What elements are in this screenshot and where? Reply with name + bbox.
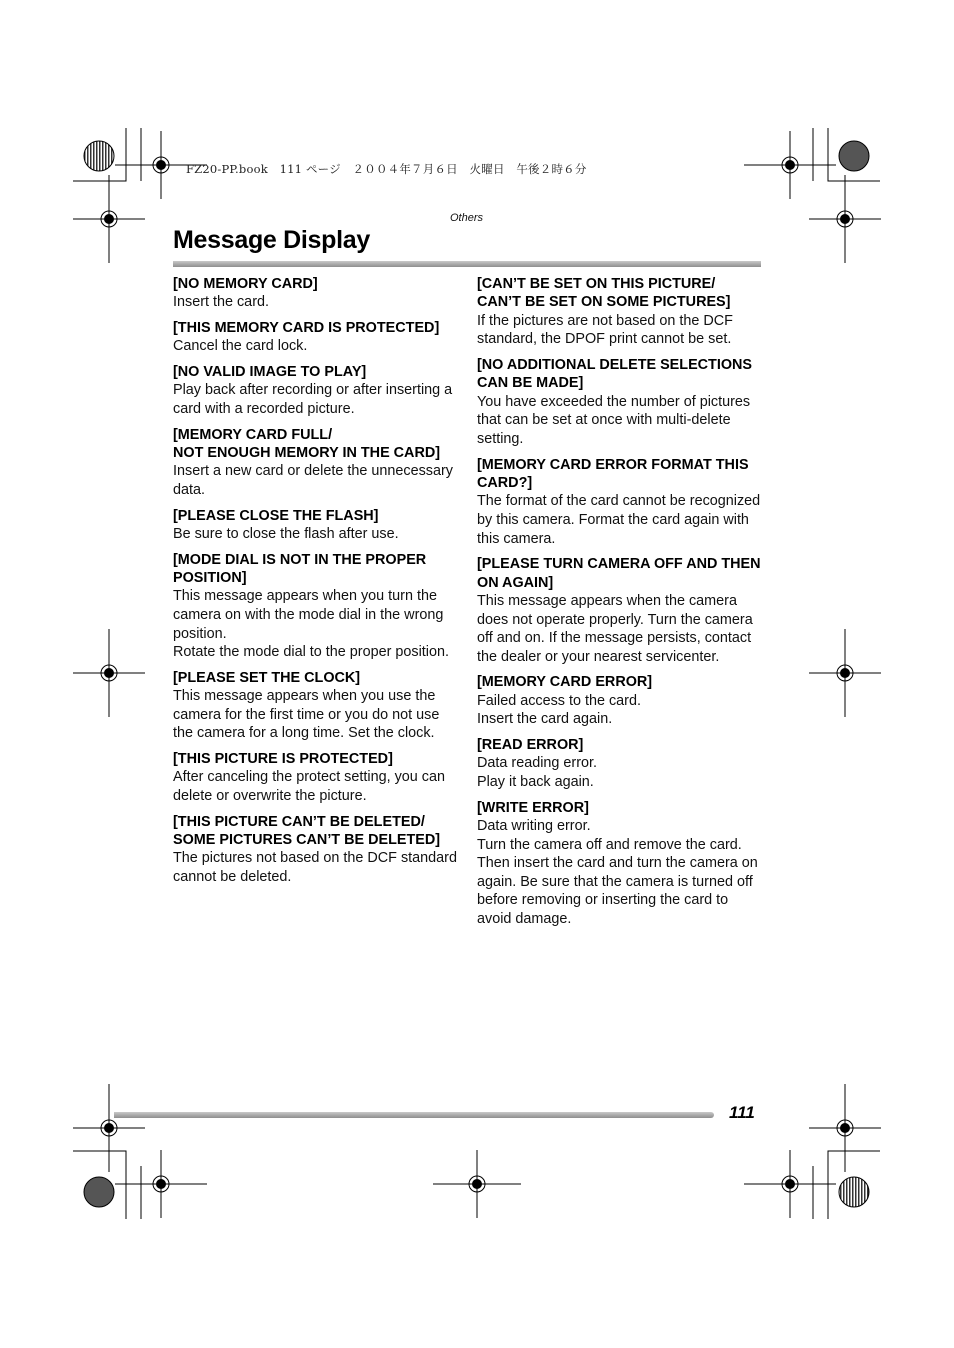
message-entry xyxy=(173,319,461,356)
message-description: Data writing error. xyxy=(477,817,591,834)
message-heading: [NO ADDITIONAL DELETE SELECTIONS CAN BE MADE] xyxy=(477,357,753,392)
message-entry xyxy=(173,507,461,544)
message-heading: [PLEASE TURN CAMERA OFF AND THEN ON AGAIN] xyxy=(477,556,761,591)
message-description: Be sure to close the flash after use. xyxy=(173,526,399,542)
message-description: Data reading error. xyxy=(477,755,597,772)
message-description-line-2: Turn the camera off and remove the card. Then insert the card and turn the camera on again. Be sure that the camera is turned off before removing or inserting the card to avoid damage. xyxy=(477,836,758,927)
message-heading: [PLEASE SET THE CLOCK] xyxy=(173,669,361,686)
section-label: Others xyxy=(450,212,484,224)
message-heading: [READ ERROR] xyxy=(477,736,584,753)
footer-rule xyxy=(114,1112,714,1118)
message-description-line-2: Play it back again. xyxy=(477,773,594,790)
message-entry xyxy=(173,426,461,500)
message-heading-line-2: SOME PICTURES CAN’T BE DELETED] xyxy=(173,831,441,848)
message-description: Failed access to the card. xyxy=(477,692,641,709)
message-heading-line-2: CAN’T BE SET ON SOME PICTURES] xyxy=(477,294,731,311)
left-column xyxy=(173,275,461,894)
message-entry xyxy=(477,799,765,929)
message-entry xyxy=(477,275,765,349)
message-heading: [NO VALID IMAGE TO PLAY] xyxy=(173,364,367,380)
message-entry xyxy=(477,356,765,449)
message-entry xyxy=(173,669,461,743)
message-entry xyxy=(173,750,461,806)
message-description: If the pictures are not based on the DCF standard, the DPOF print cannot be set. xyxy=(477,312,733,348)
message-description: You have exceeded the number of pictures that can be set at once with multi-delete setting. xyxy=(477,393,751,447)
message-description: Play back after recording or after inserting a card with a recorded picture. xyxy=(173,382,453,417)
message-heading: [THIS PICTURE IS PROTECTED] xyxy=(173,750,393,767)
message-heading: [MEMORY CARD ERROR] xyxy=(477,674,653,691)
message-heading: [MODE DIAL IS NOT IN THE PROPER POSITION] xyxy=(173,551,427,586)
message-entry xyxy=(477,736,765,792)
message-heading-line-2: NOT ENOUGH MEMORY IN THE CARD] xyxy=(173,445,441,461)
message-heading: [WRITE ERROR] xyxy=(477,799,589,816)
message-heading: [THIS MEMORY CARD IS PROTECTED] xyxy=(173,320,440,336)
page-title: Message Display xyxy=(173,226,370,254)
message-heading: [MEMORY CARD FULL/ xyxy=(173,426,333,443)
message-description: Insert a new card or delete the unnecessary data. xyxy=(173,463,453,498)
message-entry xyxy=(477,673,765,729)
message-description: Cancel the card lock. xyxy=(173,338,308,355)
message-heading: [CAN’T BE SET ON THIS PICTURE/ xyxy=(477,276,716,292)
message-entry xyxy=(173,813,461,887)
page-number: 111 xyxy=(729,1103,755,1122)
message-entry xyxy=(477,555,765,666)
message-description-line-2: Insert the card again. xyxy=(477,711,613,728)
message-description: The format of the card cannot be recognized by this camera. Format the card again with this camera. xyxy=(477,493,761,547)
message-heading: [NO MEMORY CARD] xyxy=(173,276,318,292)
print-header: FZ20-PP.book 111 ページ ２００４年７月６日 火曜日 午後２時６分 xyxy=(186,162,587,176)
message-heading: [MEMORY CARD ERROR FORMAT THIS CARD?] xyxy=(477,456,749,491)
message-description: This message appears when you use the camera for the first time or you do not use the camera for a long time. Set the clock. xyxy=(173,688,440,742)
message-description: This message appears when you turn the camera on with the mode dial in the wrong position. xyxy=(173,588,444,642)
message-entry xyxy=(477,456,765,549)
message-heading: [PLEASE CLOSE THE FLASH] xyxy=(173,507,379,524)
title-rule xyxy=(173,261,761,267)
message-description-line-2: Rotate the mode dial to the proper position. xyxy=(173,644,449,661)
message-entry xyxy=(173,363,461,419)
message-entry xyxy=(173,275,461,312)
message-entry xyxy=(173,551,461,662)
right-column xyxy=(477,275,765,936)
message-description: After canceling the protect setting, you can delete or overwrite the picture. xyxy=(173,769,445,804)
message-description: This message appears when the camera does not operate properly. Turn the camera off and on. If the message persists, contact the dealer or your nearest servicenter. xyxy=(477,593,753,665)
message-description: The pictures not based on the DCF standard cannot be deleted. xyxy=(173,850,457,885)
message-heading: [THIS PICTURE CAN’T BE DELETED/ xyxy=(173,813,425,830)
message-description: Insert the card. xyxy=(173,294,269,311)
